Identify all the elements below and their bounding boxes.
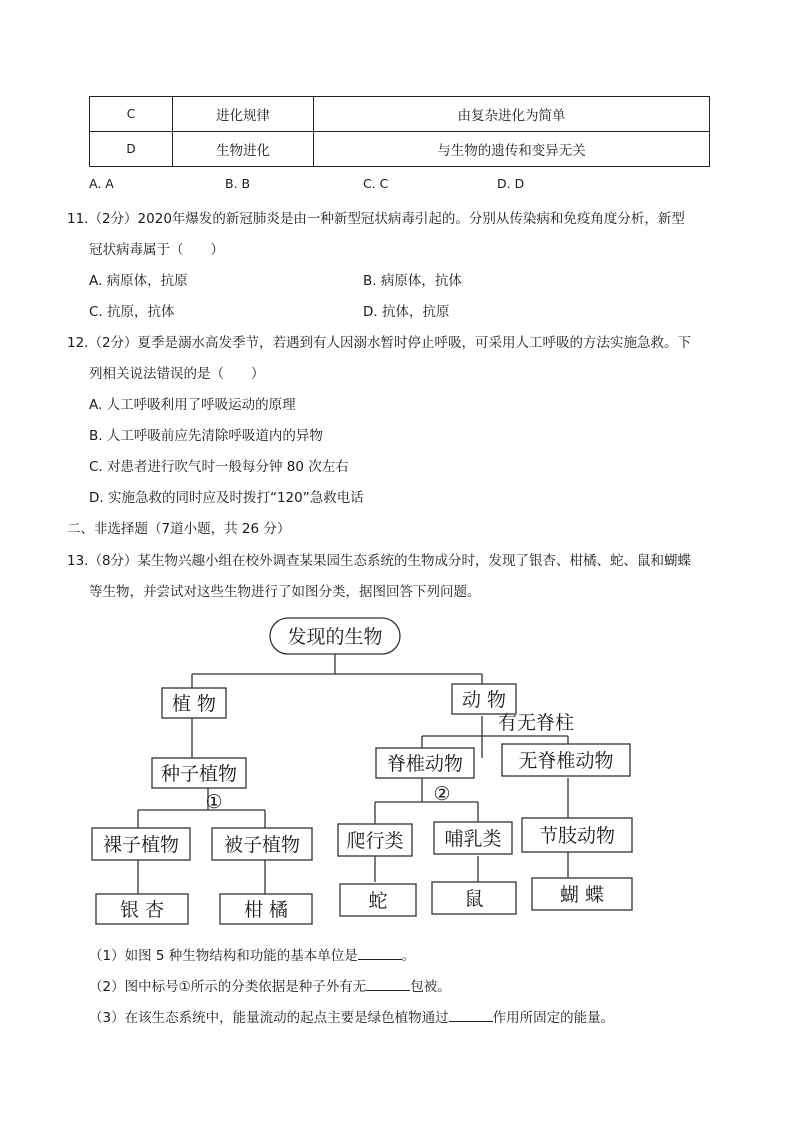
animal-node-label: 动 物 xyxy=(461,689,507,711)
q11-stem-line2: 冠状病毒属于（ ） xyxy=(89,242,224,258)
q12-stem-line1: 12.（2分）夏季是溺水高发季节，若遇到有人因溺水暂时停止呼吸，可采用人工呼吸的方法实施急救。下 xyxy=(67,335,692,351)
butterfly-node-label: 蝴 蝶 xyxy=(559,884,605,906)
q12-option-b: B. 人工呼吸前应先清除呼吸道内的异物 xyxy=(89,428,323,444)
subquestion-3 xyxy=(89,1006,614,1026)
subquestion-2-tail: 包被。 xyxy=(410,979,451,995)
table-cell: 生物进化 xyxy=(173,132,314,167)
q10-option-d: D. D xyxy=(497,176,525,191)
root-node-label: 发现的生物 xyxy=(287,626,383,648)
q11-stem-line1: 11.（2分）2020年爆发的新冠肺炎是由一种新型冠状病毒引起的。分别从传染病和免疫角度分析，新型 xyxy=(67,211,685,227)
angiosperm-node-label: 被子植物 xyxy=(223,834,301,856)
connector xyxy=(375,778,478,824)
q12-option-c: C. 对患者进行吹气时一般每分钟 80 次左右 xyxy=(89,459,349,475)
connector xyxy=(192,654,482,688)
snake-node-label: 蛇 xyxy=(368,890,388,912)
criterion-label: 有无脊柱 xyxy=(497,712,575,734)
q13-stem-line2: 等生物，并尝试对这些生物进行了如图分类，据图回答下列问题。 xyxy=(89,584,481,600)
reptile-node-label: 爬行类 xyxy=(346,830,404,852)
gymnosperm-node-label: 裸子植物 xyxy=(102,834,180,856)
q10-option-b: B. B xyxy=(225,176,251,191)
connector xyxy=(138,786,265,828)
vertebrate-node-label: 脊椎动物 xyxy=(386,753,464,775)
citrus-node-label: 柑 橘 xyxy=(243,899,289,921)
subquestion-2 xyxy=(89,975,451,995)
q12-stem-line2: 列相关说法错误的是（ ） xyxy=(89,366,265,382)
table-cell: D xyxy=(90,132,173,167)
subquestion-3-tail: 作用所固定的能量。 xyxy=(492,1010,615,1026)
plant-node-label: 植 物 xyxy=(171,693,217,715)
subquestion-1 xyxy=(89,944,415,964)
table-cell: 进化规律 xyxy=(173,97,314,132)
options-table xyxy=(89,96,710,167)
q12-option-d: D. 实施急救的同时应及时拨打“120”急救电话 xyxy=(89,490,364,506)
arthropod-node-label: 节肢动物 xyxy=(538,825,616,847)
subquestion-3-text: （3）在该生态系统中，能量流动的起点主要是绿色植物通过 xyxy=(89,1010,449,1026)
answer-blank[interactable] xyxy=(366,978,410,991)
mouse-node-label: 鼠 xyxy=(464,888,484,910)
q12-option-a: A. 人工呼吸利用了呼吸运动的原理 xyxy=(89,397,296,413)
table-cell: C xyxy=(90,97,173,132)
answer-blank[interactable] xyxy=(358,947,402,960)
table-row xyxy=(90,97,710,132)
invertebrate-node-label: 无脊椎动物 xyxy=(518,750,614,772)
table-cell: 由复杂进化为简单 xyxy=(314,97,710,132)
q10-option-a: A. A xyxy=(89,176,114,191)
marker-1: ① xyxy=(205,791,223,813)
q11-option-b: B. 病原体，抗体 xyxy=(363,273,462,289)
seed-plant-node-label: 种子植物 xyxy=(160,763,238,785)
q10-option-c: C. C xyxy=(363,176,389,191)
mammal-node-label: 哺乳类 xyxy=(444,828,502,850)
q11-option-c: C. 抗原，抗体 xyxy=(89,304,175,320)
q13-stem-line1: 13.（8分）某生物兴趣小组在校外调查某果园生态系统的生物成分时，发现了银杏、柑橘、蛇、鼠和蝴蝶 xyxy=(67,553,692,569)
table-row xyxy=(90,132,710,167)
subquestion-1-tail: 。 xyxy=(401,948,416,964)
classification-diagram xyxy=(90,612,650,928)
ginkgo-node-label: 银 杏 xyxy=(119,899,165,921)
answer-blank[interactable] xyxy=(449,1009,493,1022)
q11-option-a: A. 病原体，抗原 xyxy=(89,273,188,289)
marker-2: ② xyxy=(433,783,451,805)
subquestion-1-text: （1）如图 5 种生物结构和功能的基本单位是 xyxy=(89,948,358,964)
table-cell: 与生物的遗传和变异无关 xyxy=(314,132,710,167)
q11-option-d: D. 抗体，抗原 xyxy=(363,304,450,320)
subquestion-2-text: （2）图中标号①所示的分类依据是种子外有无 xyxy=(89,979,367,995)
section-heading: 二、非选择题（7道小题，共 26 分） xyxy=(67,521,291,537)
